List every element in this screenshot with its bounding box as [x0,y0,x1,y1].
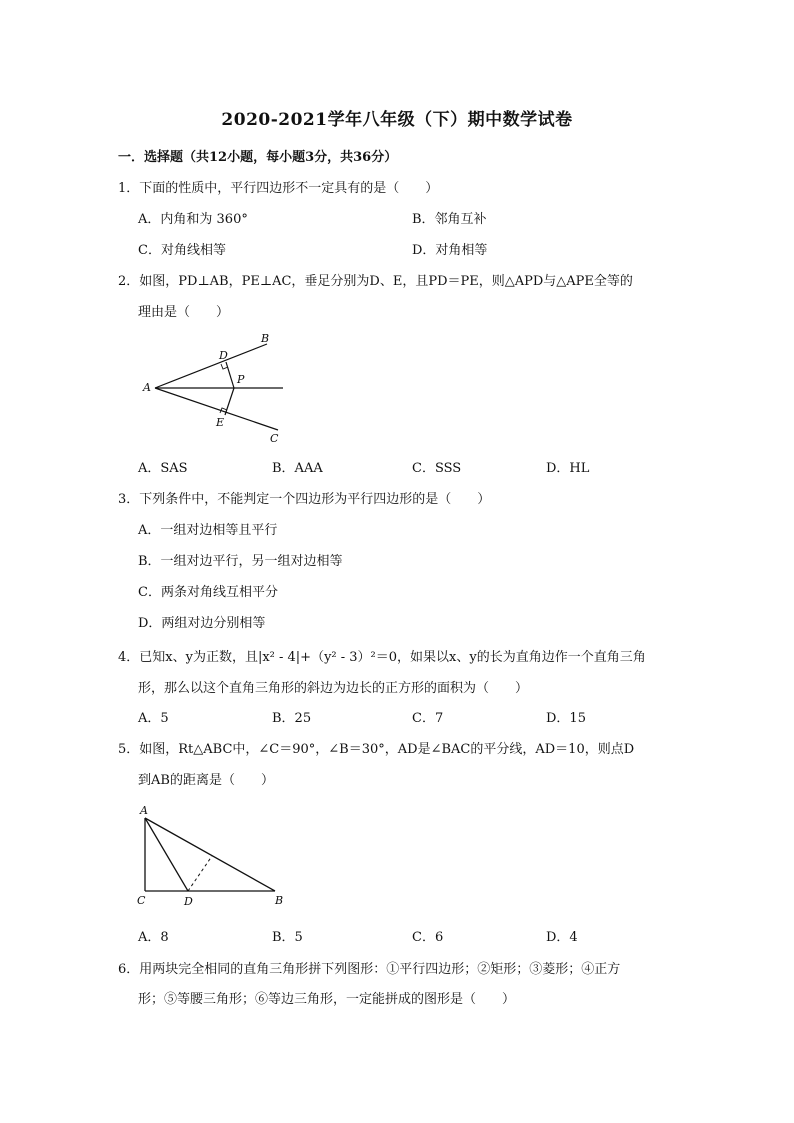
label-d: D [219,349,228,362]
section-heading: 一．选择题（共12小题，每小题3分，共36分） [118,150,398,165]
label-e: E [216,416,225,429]
question-1-stem: 1．下面的性质中，平行四边形不一定具有的是（ ） [118,181,439,196]
ray-ab [155,344,267,388]
question-5-figure [130,798,300,913]
segment-pe [225,388,234,415]
label-a: A [140,804,148,817]
question-2-option-a: A．SAS [138,461,188,476]
label-c: C [270,432,279,445]
question-2-stem-line1: 2．如图，PD⊥AB，PE⊥AC，垂足分别为D、E，且PD＝PE，则△APD与△APE全等的 [118,274,633,289]
question-5-stem-line1: 5．如图，Rt△ABC中，∠C＝90°，∠B＝30°，AD是∠BAC的平分线，AD＝10，则点D [118,742,635,757]
question-5-stem-line2: 到AB的距离是（ ） [138,773,274,788]
segment-ad [145,818,188,891]
question-1-option-c: C．对角线相等 [138,243,226,258]
label-b: B [261,332,270,345]
question-4-option-d: D．15 [546,711,586,726]
question-6-stem-line2: 形；⑤等腰三角形；⑥等边三角形，一定能拼成的图形是（ ） [138,992,516,1007]
question-3-stem: 3．下列条件中，不能判定一个四边形为平行四边形的是（ ） [118,492,491,507]
question-5-option-c: C．6 [412,930,444,945]
question-3-option-a: A．一组对边相等且平行 [138,523,278,538]
question-2-option-d: D．HL [546,461,590,476]
label-b: B [275,894,284,907]
question-5-option-a: A．8 [138,930,169,945]
segment-d-to-ab [188,856,212,891]
page-title: 2020-2021学年八年级（下）期中数学试卷 [221,110,573,130]
segment-pd [226,362,234,388]
question-3-option-b: B．一组对边平行，另一组对边相等 [138,554,343,569]
question-4-stem-line2: 形，那么以这个直角三角形的斜边为边长的正方形的面积为（ ） [138,681,529,696]
question-5-option-d: D．4 [546,930,578,945]
segment-ab [145,818,275,891]
question-3-option-c: C．两条对角线互相平分 [138,585,278,600]
label-c: C [137,894,146,907]
question-5-option-b: B．5 [272,930,303,945]
question-1-option-a: A．内角和为 360° [138,212,248,227]
question-2-stem-line2: 理由是（ ） [138,305,230,320]
question-2-option-b: B．AAA [272,461,323,476]
question-4-stem-line1: 4．已知x、y为正数，且|x² - 4|+（y² - 3）²＝0，如果以x、y的长为直角边作一个直角三角 [118,650,646,665]
question-2-option-c: C．SSS [412,461,462,476]
label-p: P [237,373,245,386]
label-a: A [143,381,151,394]
question-4-option-b: B．25 [272,711,312,726]
question-1-option-d: D．对角相等 [412,243,488,258]
question-4-option-a: A．5 [138,711,169,726]
question-1-option-b: B．邻角互补 [412,212,487,227]
question-3-option-d: D．两组对边分别相等 [138,616,266,631]
label-d: D [184,895,193,908]
question-6-stem-line1: 6．用两块完全相同的直角三角形拼下列图形：①平行四边形；②矩形；③菱形；④正方 [118,962,621,977]
question-2-figure [135,325,295,450]
question-4-option-c: C．7 [412,711,444,726]
